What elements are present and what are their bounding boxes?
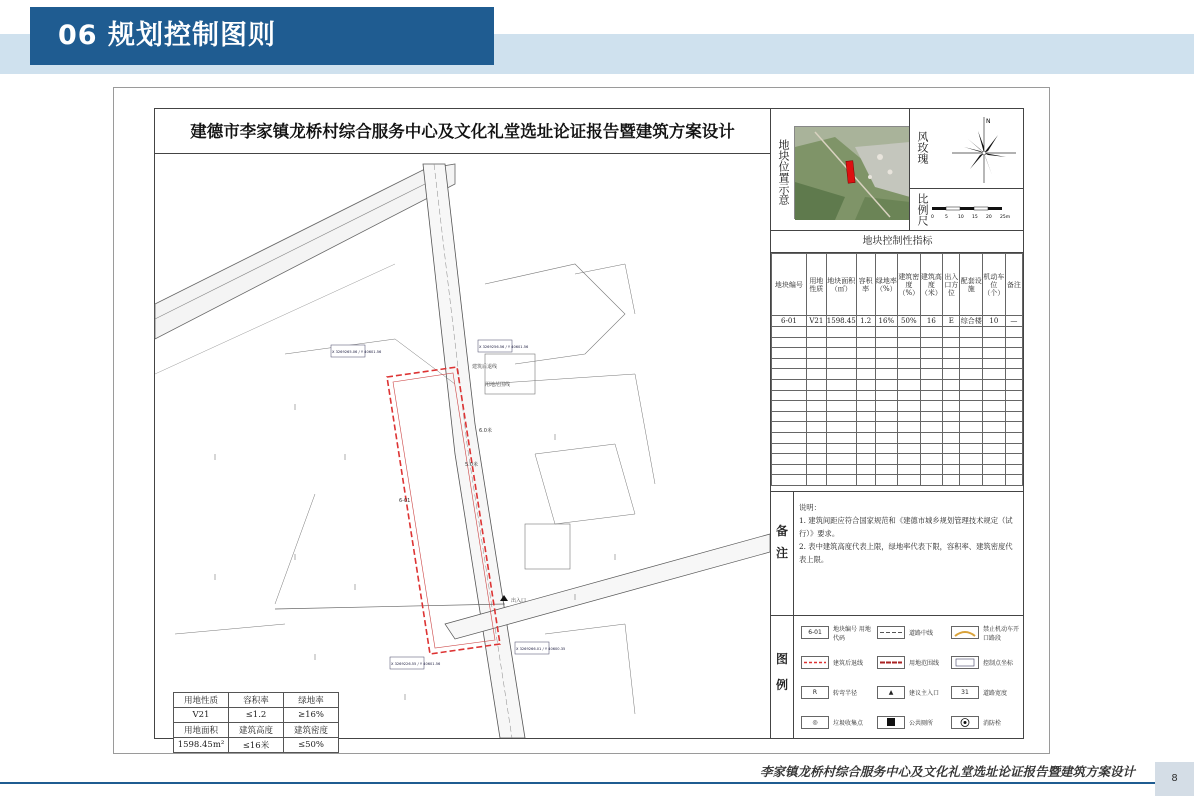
legend-text: 建筑后退线 [833, 660, 864, 667]
cell: V21 [806, 316, 826, 327]
legend-symbol-radius: R [801, 686, 829, 699]
col-header: 地块面积（㎡） [826, 254, 856, 316]
legend-symbol-coordinate [951, 656, 979, 669]
legend-symbol-toilet [877, 716, 905, 729]
page-number: 8 [1155, 762, 1194, 796]
col-header: 出入口方位 [943, 254, 960, 316]
legend-text: 建议主入口 [909, 690, 940, 697]
scale-tick-5: 25m [1000, 215, 1011, 220]
map-label-site-code: 6-01 [399, 498, 411, 504]
wind-rose-box [909, 109, 1024, 189]
cell: 50% [898, 316, 920, 327]
drawing-title: 建德市李家镇龙桥村综合服务中心及文化礼堂选址论证报告暨建筑方案设计 [155, 109, 770, 154]
legend-text: 消防栓 [983, 720, 1002, 727]
map-label-coord1: X 3269265.06 / Y 40601.56 [332, 350, 382, 354]
wind-rose-label: 风玫瑰 [916, 131, 929, 164]
empty-row [772, 390, 1023, 401]
empty-row [772, 411, 1023, 422]
summary-v6: ≤50% [284, 738, 339, 753]
map-label-coord2: X 3269256.56 / Y 40601.56 [479, 345, 529, 349]
empty-row [772, 401, 1023, 412]
scale-tick-0: 0 [931, 215, 934, 220]
empty-row [772, 358, 1023, 369]
page-title: 06 规划控制图则 [30, 7, 494, 65]
cell: 1598.45 [826, 317, 856, 325]
map-label-road5: 5.0米 [465, 462, 478, 468]
cell: 16 [920, 316, 943, 327]
location-row [771, 109, 1024, 231]
map-label-entrance: 出入口 [511, 598, 527, 604]
cell: 综合楼 [960, 317, 982, 325]
summary-h4: 用地面积 [174, 723, 229, 738]
summary-v5: ≤16米 [229, 738, 284, 753]
col-header: 绿地率（%） [875, 254, 897, 316]
note-item: 1. 建筑间距应符合国家规范和《建德市城乡规划管理技术规定（试行）》要求。 [799, 516, 1013, 538]
summary-h1: 用地性质 [174, 693, 229, 708]
summary-v3: ≥16% [284, 708, 339, 723]
legend-text: 禁止机动车开口路段 [983, 626, 1020, 642]
indicator-title: 地块控制性指标 [771, 231, 1024, 253]
legend-text: 公共厕所 [909, 720, 934, 727]
scale-tick-3: 15 [972, 215, 978, 220]
note-item: 2. 表中建筑高度代表上限，绿地率代表下限，容积率、建筑密度代表上限。 [799, 542, 1013, 564]
summary-h6: 建筑密度 [284, 723, 339, 738]
map-label-boundary: 用地范围线 [485, 382, 511, 388]
legend-text: 道路中线 [909, 630, 934, 637]
location-satellite-image [794, 126, 909, 219]
legend-text: 垃圾收集点 [833, 720, 864, 727]
scale-box [909, 189, 1024, 231]
scale-tick-2: 10 [958, 215, 964, 220]
empty-row [772, 369, 1023, 380]
legend-symbol-setback [801, 656, 829, 669]
scale-tick-1: 5 [945, 215, 948, 220]
map-label-coord4: X 3269266.01 / Y 40600.35 [516, 647, 566, 651]
summary-v1: V21 [174, 708, 229, 723]
north-label: N [986, 118, 991, 125]
indicator-table [771, 253, 1023, 486]
col-header: 机动车位（个） [983, 254, 1006, 316]
empty-row [772, 475, 1023, 486]
legend-symbol-centerline [877, 626, 905, 639]
legend-symbol-garbage: ◎ [801, 716, 829, 729]
cell: 16% [875, 316, 897, 327]
notes-label: 备注 [771, 492, 794, 617]
summary-h2: 容积率 [229, 693, 284, 708]
empty-row [772, 337, 1023, 348]
summary-v4: 1598.45m² [174, 738, 229, 753]
summary-h5: 建筑高度 [229, 723, 284, 738]
scale-label: 比例尺 [916, 193, 929, 226]
cell: — [1005, 316, 1022, 327]
scale-bar-icon [930, 203, 1020, 223]
legend-text: 道路宽度 [983, 690, 1008, 697]
col-header: 配套设施 [960, 254, 983, 316]
legend-symbol-no-opening [951, 626, 979, 639]
col-header: 建筑高度（米） [920, 254, 943, 316]
col-header: 容积率 [856, 254, 875, 316]
cell: 10 [983, 316, 1006, 327]
cell: 6-01 [772, 316, 807, 327]
planning-map [155, 154, 770, 751]
empty-row [772, 379, 1023, 390]
notes-section [771, 491, 1024, 616]
cell: 1.2 [856, 316, 875, 327]
legend-text: 控制点坐标 [983, 660, 1014, 667]
legend-text: 地块编号 用地代码 [833, 626, 871, 642]
legend-text: 转弯半径 [833, 690, 858, 697]
notes-body [799, 501, 1019, 566]
map-label-road6: 6.0米 [479, 428, 492, 434]
summary-h3: 绿地率 [284, 693, 339, 708]
legend-symbol-boundary [877, 656, 905, 669]
col-header: 建筑密度（%） [898, 254, 920, 316]
summary-table [173, 692, 339, 753]
map-label-coord3: X 3269226.55 / Y 40601.56 [391, 662, 441, 666]
table-row [772, 316, 1023, 327]
footer-divider [0, 782, 1155, 784]
empty-row [772, 432, 1023, 443]
legend-label: 图例 [771, 616, 794, 738]
empty-row [772, 327, 1023, 338]
notes-title: 说明： [799, 503, 821, 512]
indicator-header-row [772, 254, 1023, 316]
col-header: 用地性质 [806, 254, 826, 316]
col-header: 备注 [1005, 254, 1022, 316]
scale-tick-4: 20 [986, 215, 992, 220]
summary-v2: ≤1.2 [229, 708, 284, 723]
cell: E [943, 316, 960, 327]
empty-row [772, 464, 1023, 475]
wind-rose-icon [948, 113, 1020, 185]
drawing-frame [154, 108, 1024, 751]
legend-symbol-road-width: 31 [951, 686, 979, 699]
legend-symbol-hydrant [951, 716, 979, 729]
empty-row [772, 443, 1023, 454]
col-header: 地块编号 [772, 254, 807, 316]
empty-row [772, 454, 1023, 465]
legend-text: 用地范围线 [909, 660, 940, 667]
location-label: 地块位置示意 [777, 139, 790, 205]
legend-section [771, 616, 1024, 738]
info-panel [770, 109, 1023, 738]
map-drawing [155, 154, 770, 738]
map-label-setback: 建筑后退线 [472, 364, 498, 370]
legend-symbol-parcel: 6-01 [801, 626, 829, 639]
legend-symbol-entrance: ▲ [877, 686, 905, 699]
empty-row [772, 422, 1023, 433]
empty-row [772, 348, 1023, 359]
footer-title: 李家镇龙桥村综合服务中心及文化礼堂选址论证报告暨建筑方案设计 [760, 764, 1136, 779]
